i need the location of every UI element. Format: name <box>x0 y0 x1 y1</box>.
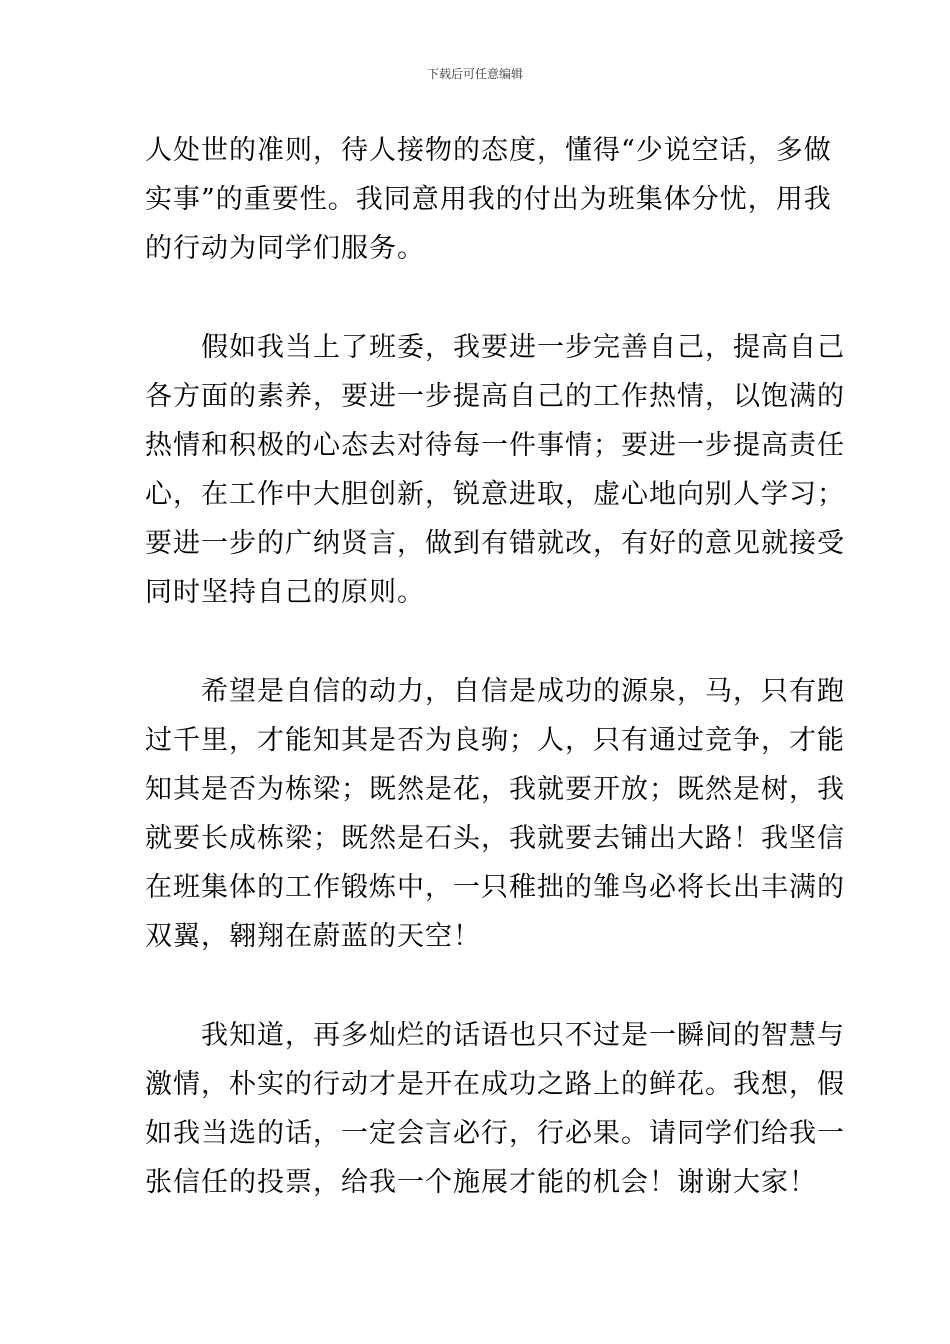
text-line: 就要长成栋梁；既然是石头，我就要去铺出大路！我坚信 <box>145 823 845 854</box>
paragraph-4 <box>145 1011 845 1207</box>
text-line: 在班集体的工作锻炼中，一只稚拙的雏鸟必将长出丰满的 <box>145 872 845 903</box>
document-body <box>145 126 845 1257</box>
text-line: 要进一步的广纳贤言，做到有错就改，有好的意见就接受 <box>145 528 845 559</box>
text-line: 假如我当上了班委，我要进一步完善自己，提高自己 <box>201 332 845 363</box>
text-line: 过千里，才能知其是否为良驹；人，只有通过竞争，才能 <box>145 725 845 756</box>
text-line: 实事”的重要性。我同意用我的付出为班集体分忧，用我 <box>145 184 832 215</box>
text-line: 双翼，翱翔在蔚蓝的天空！ <box>145 921 481 952</box>
text-line: 张信任的投票，给我一个施展才能的机会！谢谢大家！ <box>145 1167 817 1198</box>
text-line: 各方面的素养，要进一步提高自己的工作热情，以饱满的 <box>145 381 845 412</box>
text-line: 同时坚持自己的原则。 <box>145 577 425 608</box>
text-line: 激情，朴实的行动才是开在成功之路上的鲜花。我想，假 <box>145 1069 845 1100</box>
text-line: 热情和积极的心态去对待每一件事情；要进一步提高责任 <box>145 430 845 461</box>
paragraph-2 <box>145 323 845 617</box>
text-line: 知其是否为栋梁；既然是花，我就要开放；既然是树，我 <box>145 774 845 805</box>
text-line: 我知道，再多灿烂的话语也只不过是一瞬间的智慧与 <box>201 1020 845 1051</box>
text-line: 心，在工作中大胆创新，锐意进取，虚心地向别人学习； <box>145 479 845 510</box>
text-line: 的行动为同学们服务。 <box>145 233 425 264</box>
text-line: 希望是自信的动力，自信是成功的源泉，马，只有跑 <box>201 676 845 707</box>
text-line: 人处世的准则，待人接物的态度，懂得“少说空话，多做 <box>145 135 832 166</box>
text-line: 如我当选的话，一定会言必行，行必果。请同学们给我一 <box>145 1118 845 1149</box>
page-header-note: 下载后可任意编辑 <box>426 67 523 81</box>
paragraph-1 <box>145 126 832 273</box>
paragraph-3 <box>145 667 845 961</box>
